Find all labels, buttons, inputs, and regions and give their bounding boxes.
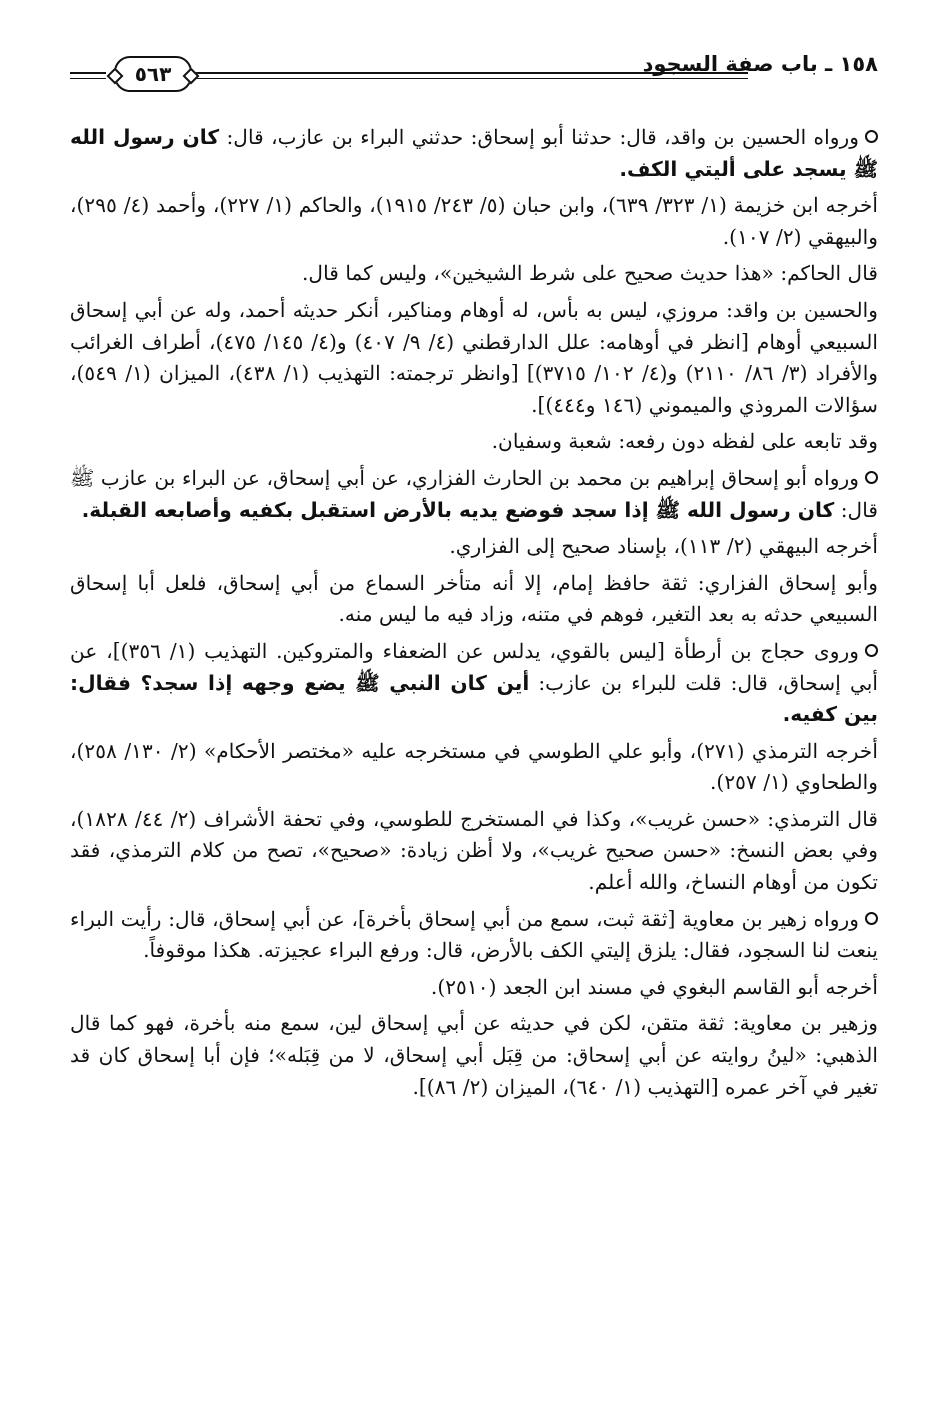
paragraph (70, 426, 878, 458)
paragraph (70, 804, 878, 899)
paragraph-text: ورواه الحسين بن واقد، قال: حدثنا أبو إسحاق: حدثني البراء بن عازب، قال: (219, 125, 859, 149)
paragraph (70, 190, 878, 253)
hadith-text: كان رسول الله ﷺ يسجد على أليتي الكف. (70, 125, 878, 181)
paragraph-text: أخرجه أبو القاسم البغوي في مسند ابن الجعد (٢٥١٠). (430, 974, 878, 999)
paragraph (70, 258, 878, 290)
hadith-text: أين كان النبي ﷺ يضع وجهه إذا سجد؟ فقال: بين كفيه. (70, 670, 878, 727)
paragraph-text: أخرجه البيهقي (٢/ ١١٣)، بإسناد صحيح إلى الفزاري. (449, 534, 878, 559)
paragraph (70, 736, 878, 799)
paragraph-text: وقد تابعه على لفظه دون رفعه: شعبة وسفيان. (491, 429, 878, 454)
header-rule (190, 72, 748, 74)
paragraph-text: ورواه أبو إسحاق إبراهيم بن محمد بن الحارث الفزاري، عن أبي إسحاق، عن البراء بن عازب ﷺ قال: (70, 465, 878, 522)
paragraph-text: وأبو إسحاق الفزاري: ثقة حافظ إمام، إلا أنه متأخر السماع من أبي إسحاق، فلعل أبا إسحاق السبيعي حدثه به بعد التغير، فوهم في متنه، وزاد فيه ما ليس منه. (70, 570, 878, 627)
paragraph-text: أخرجه الترمذي (٢٧١)، وأبو علي الطوسي في مستخرجه عليه «مختصر الأحكام» (٢/ ١٣٠/ ٢٥٨)، والطحاوي (١/ ٢٥٧). (70, 738, 878, 795)
running-head: ١٥٨ ـ باب صفة السجود (642, 52, 878, 76)
header-rule-left (70, 72, 106, 74)
paragraph (70, 122, 878, 185)
paragraph (70, 463, 878, 526)
section-marker-icon (865, 644, 878, 657)
paragraph-text: وروى حجاج بن أرطأة [ليس بالقوي، يدلس عن الضعفاء والمتروكين. التهذيب (١/ ٣٥٦)]، عن أبي إسحاق، قال: قلت للبراء بن عازب: (70, 638, 879, 695)
paragraph-text: قال الحاكم: «هذا حديث صحيح على شرط الشيخين»، وليس كما قال. (302, 261, 878, 286)
paragraph (70, 531, 878, 563)
paragraph (70, 636, 878, 731)
paragraph-text: أخرجه ابن خزيمة (١/ ٣٢٣/ ٦٣٩)، وابن حبان (٥/ ٢٤٣/ ١٩١٥)، والحاكم (١/ ٢٢٧)، وأحمد (٤/ ٢٩٥)، والبيهقي (٢/ ١٠٧). (70, 193, 879, 249)
paragraph (70, 972, 878, 1004)
body-text (70, 122, 878, 1103)
page-header (70, 52, 878, 102)
paragraph-text: وزهير بن معاوية: ثقة متقن، لكن في حديثه عن أبي إسحاق لين، سمع منه بأخرة، فهو كما قال الذهبي: «لينُ روايته عن أبي إسحاق: من قِبَل أبي إسحاق، لا من قِبَله»؛ فإن أبا إسحاق كان قد تغير في آخر عمره [التهذيب (١/ ٦٤٠)، الميزان (٢/ ٨٦)]. (70, 1011, 878, 1099)
section-marker-icon (865, 912, 878, 925)
paragraph (70, 1008, 878, 1103)
paragraph-text: ورواه زهير بن معاوية [ثقة ثبت، سمع من أبي إسحاق بأخرة]، عن أبي إسحاق، قال: رأيت البراء ينعت لنا السجود، فقال: يلزق إليتي الكف بالأرض، قال: ورفع البراء عجيزته. هكذا موقوفاً. (70, 906, 878, 963)
paragraph (70, 904, 878, 967)
paragraph-text: والحسين بن واقد: مروزي، ليس به بأس، له أوهام ومناكير، أنكر حديثه أحمد، وله عن أبي إسحاق السبيعي أوهام [انظر في أوهامه: علل الدارقطني (٤/ ٩/ ٤٠٧) و(٤/ ١٤٥/ ٤٧٥)، أطراف الغرائب والأفراد (٣/ ٨٦/ ٢١١٠) و(٤/ ١٠٢/ ٣٧١٥)] [وانظر ترجمته: التهذيب (١/ ٤٣٨)، الميزان (١/ ٥٤٩)، سؤالات المروذي والميموني (١٤٦ و٤٤٤)]. (70, 297, 879, 417)
page-number: ٥٦٣ (114, 56, 192, 92)
page (70, 52, 878, 1392)
paragraph-text: قال الترمذي: «حسن غريب»، وكذا في المستخرج للطوسي، وفي تحفة الأشراف (٢/ ٤٤/ ١٨٢٨)، وفي بعض النسخ: «حسن صحيح غريب»، ولا أظن زيادة: «صحيح»، تصح من كلام الترمذي، فقد تكون من أوهام النساخ، والله أعلم. (70, 806, 879, 895)
section-marker-icon (865, 471, 878, 484)
hadith-text: كان رسول الله ﷺ إذا سجد فوضع يديه بالأرض استقبل بكفيه وأصابعه القبلة. (81, 497, 835, 522)
paragraph (70, 568, 878, 631)
paragraph (70, 295, 878, 421)
section-marker-icon (865, 130, 878, 143)
